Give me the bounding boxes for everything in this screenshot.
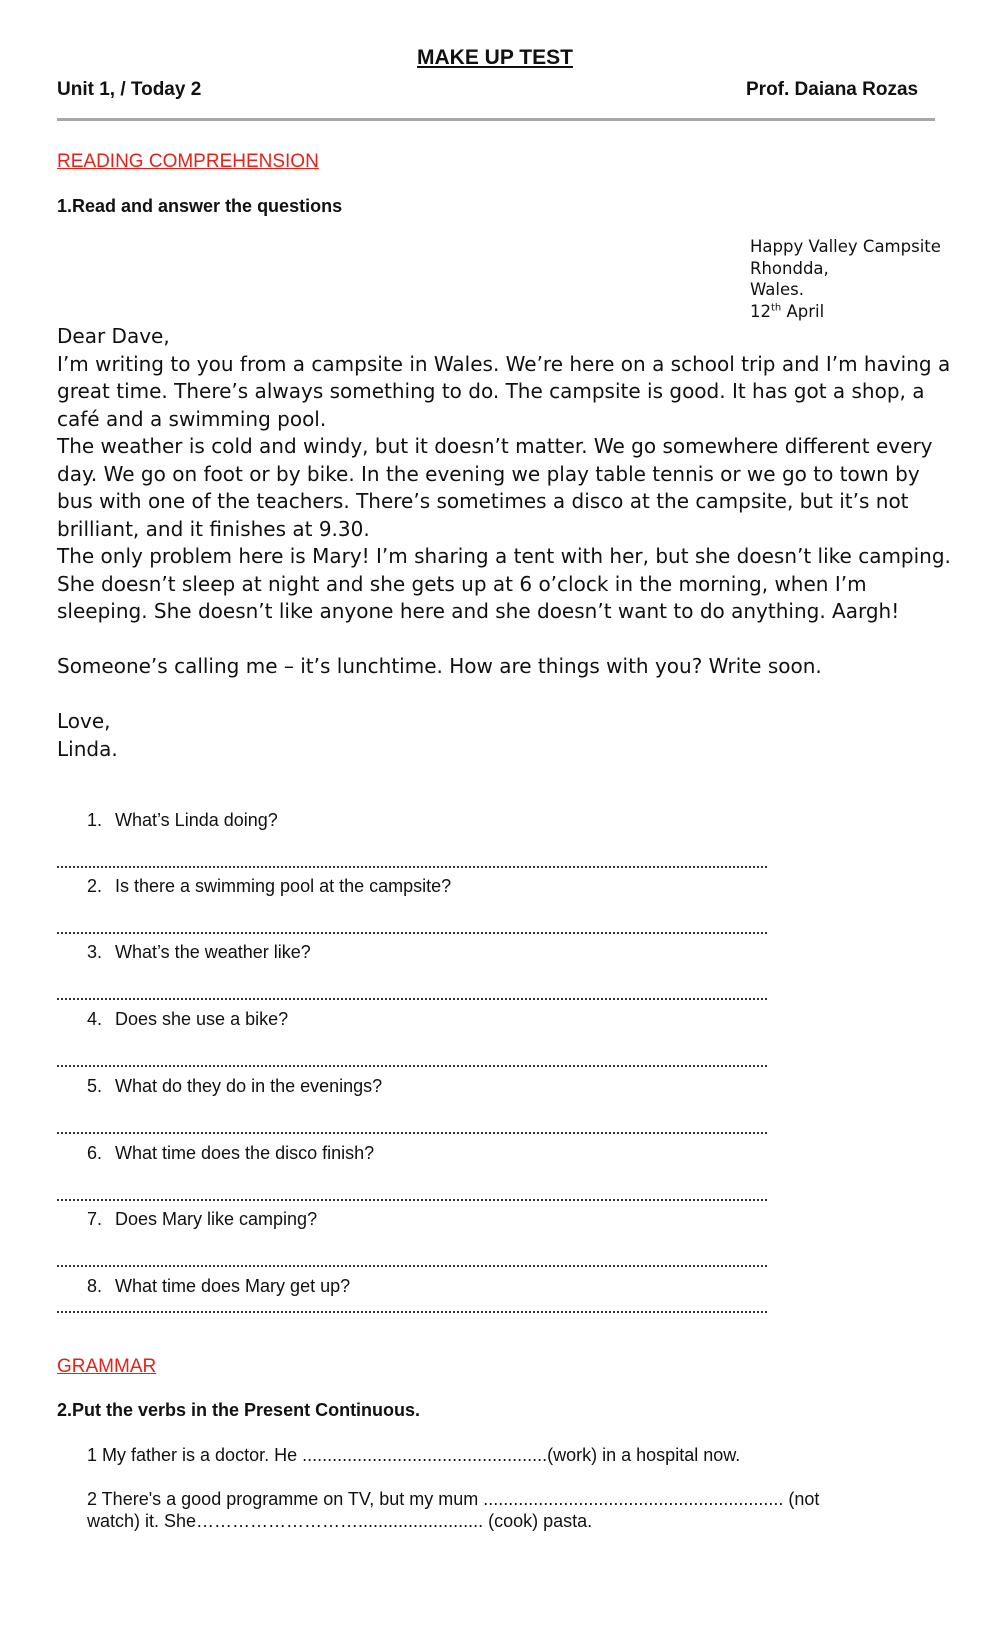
letter-paragraph-1: I’m writing to you from a campsite in Wales. We’re here on a school trip and I’m having a great time. There’s always something to do. The campsite is good. It has got a shop, a café and a swimming pool. (57, 351, 951, 431)
reading-instruction: 1.Read and answer the questions (57, 196, 343, 216)
question-number: 4. (87, 1009, 103, 1029)
letter-closing: Love, (57, 709, 111, 733)
question-item (87, 1009, 288, 1030)
question-text: Is there a swimming pool at the campsite? (115, 876, 452, 896)
question-number: 1. (87, 810, 103, 830)
question-number: 3. (87, 942, 103, 962)
date-day: 12 (750, 301, 771, 321)
question-item (87, 1076, 382, 1097)
question-number: 5. (87, 1076, 103, 1096)
answer-line[interactable] (57, 1132, 767, 1134)
letter-address (750, 236, 941, 322)
letter-paragraph-2: The weather is cold and windy, but it doesn’t matter. We go somewhere different every day. We go on foot or by bike. In the evening we play table tennis or we go to town by bus with one of the teachers. There’s sometimes a disco at the campsite, but it’s not brilliant, and it finishes at 9.30. (57, 434, 933, 541)
letter-body (57, 323, 957, 763)
question-item (87, 810, 278, 831)
question-item (87, 1276, 350, 1297)
letter-signature: Linda. (57, 736, 118, 761)
question-number: 7. (87, 1209, 103, 1229)
address-line-2: Rhondda, (750, 258, 829, 278)
date-suffix: th (771, 302, 782, 313)
grammar-item-2-line-2: watch) it. She………………………......................... (cook) pasta. (87, 1511, 593, 1531)
question-text: What do they do in the evenings? (115, 1076, 383, 1096)
question-text: What’s Linda doing? (115, 810, 278, 830)
question-text: What time does Mary get up? (115, 1276, 351, 1296)
address-line-1: Happy Valley Campsite (750, 237, 941, 256)
grammar-item-2-line-1: 2 There's a good programme on TV, but my mum ............................................................ (not (87, 1489, 820, 1509)
grammar-section-heading: GRAMMAR (57, 1356, 157, 1377)
grammar-item-1: 1 My father is a doctor. He .................................................(work) in a hospital now. (87, 1445, 741, 1465)
header-divider (57, 118, 935, 121)
question-text: Does she use a bike? (115, 1009, 289, 1029)
question-number: 6. (87, 1143, 103, 1163)
letter-date (750, 301, 941, 323)
question-number: 2. (87, 876, 103, 896)
letter-paragraph-4: Someone’s calling me – it’s lunchtime. How are things with you? Write soon. (57, 654, 822, 678)
question-text: What’s the weather like? (115, 942, 311, 962)
unit-label: Unit 1, / Today 2 (57, 79, 202, 100)
question-text: What time does the disco finish? (115, 1143, 375, 1163)
reading-section-heading: READING COMPREHENSION (57, 151, 319, 172)
answer-line[interactable] (57, 866, 767, 868)
question-item (87, 1143, 374, 1164)
teacher-name: Prof. Daiana Rozas (746, 79, 919, 100)
question-text: Does Mary like camping? (115, 1209, 318, 1229)
date-month: April (781, 301, 825, 321)
page-title: MAKE UP TEST (417, 46, 573, 69)
address-line-3: Wales. (750, 280, 804, 299)
letter-greeting: Dear Dave, (57, 324, 170, 348)
answer-line[interactable] (57, 932, 767, 934)
answer-line[interactable] (57, 1265, 767, 1267)
answer-line[interactable] (57, 1199, 767, 1201)
question-item (87, 942, 311, 963)
question-item (87, 876, 451, 897)
answer-line[interactable] (57, 998, 767, 1000)
question-item (87, 1209, 317, 1230)
question-number: 8. (87, 1276, 103, 1296)
answer-line[interactable] (57, 1311, 767, 1313)
grammar-instruction: 2.Put the verbs in the Present Continuous. (57, 1400, 421, 1420)
answer-line[interactable] (57, 1065, 767, 1067)
letter-paragraph-3: The only problem here is Mary! I’m sharing a tent with her, but she doesn’t like camping. She doesn’t sleep at night and she gets up at 6 o’clock in the morning, when I’m sleeping. She doesn’t like anyone here and she doesn’t want to do anything. Aargh! (57, 544, 951, 623)
